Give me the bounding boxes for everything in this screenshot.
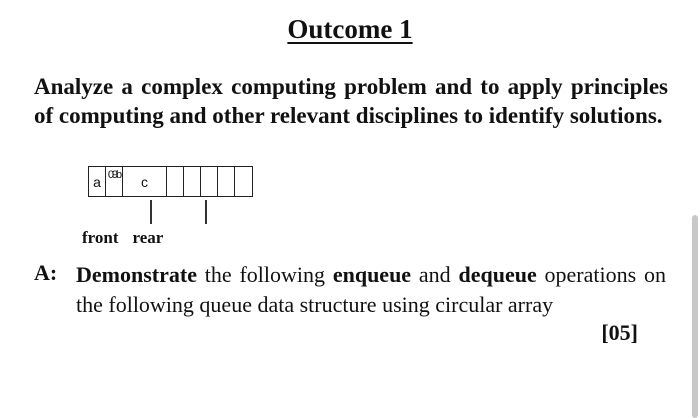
rear-pointer-line [205, 200, 207, 224]
scrollbar[interactable] [692, 215, 698, 418]
question-keyword: enqueue [332, 262, 412, 287]
queue-cell [184, 167, 201, 196]
question-text-part: operations on the following queue data structure using circular array [76, 262, 666, 317]
queue-cell [167, 167, 184, 196]
rear-label: rear [132, 228, 164, 247]
question-keyword: dequeue [458, 262, 537, 287]
queue-diagram [88, 166, 253, 197]
front-pointer-line [150, 200, 152, 224]
pointer-labels [82, 228, 177, 248]
queue-cell: a [89, 167, 106, 196]
question-label: A: [34, 260, 58, 285]
queue-cell: c [123, 167, 167, 196]
queue-cell [235, 167, 252, 196]
queue-cell [218, 167, 235, 196]
queue-cell: 09b [106, 167, 123, 196]
outcome-objective: Analyze a complex computing problem and to apply principles of computing and other relevant disciplines to identify solutions. [34, 74, 668, 128]
page-title: Outcome 1 [287, 14, 413, 44]
question-keyword: Demonstrate [76, 262, 197, 287]
question-text [76, 260, 666, 320]
front-label: front [82, 228, 119, 247]
queue-cell [201, 167, 218, 196]
marks-label: [05] [601, 320, 638, 345]
question-text-part: and [411, 262, 459, 287]
question-text-part: the following [196, 262, 333, 287]
